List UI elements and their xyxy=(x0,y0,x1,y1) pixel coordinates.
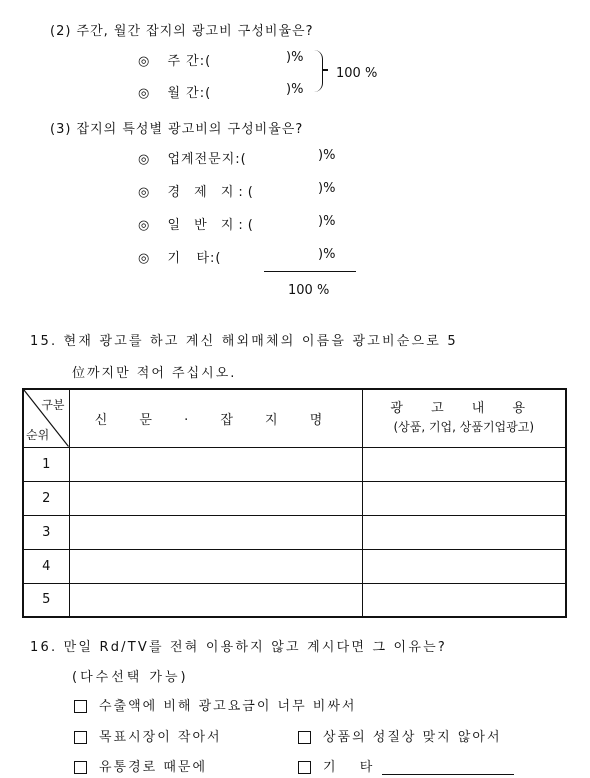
table-row xyxy=(23,549,566,583)
media-table xyxy=(22,388,567,618)
option-other[interactable] xyxy=(298,756,514,775)
checkbox-icon[interactable] xyxy=(74,700,87,713)
option-label: 목표시장이 작아서 xyxy=(99,730,222,745)
ad-content-cell[interactable] xyxy=(362,447,566,481)
col-ad-content-title: 광 고 내 용 xyxy=(390,401,538,417)
table-row xyxy=(23,447,566,481)
media-name-cell[interactable] xyxy=(69,515,362,549)
q2-row-monthly xyxy=(138,82,211,101)
q3-row-industry xyxy=(138,148,247,167)
checkbox-icon[interactable] xyxy=(74,761,87,774)
q15-line2: 位까지만 적어 주십시오. xyxy=(72,366,237,381)
bullet-icon: ◎ xyxy=(138,86,151,101)
q2-row-weekly xyxy=(138,50,211,69)
q3-row-other xyxy=(138,247,221,266)
option-label: 상품의 성질상 맞지 않아서 xyxy=(323,730,502,745)
rank-cell: 5 xyxy=(23,583,69,617)
media-name-cell[interactable] xyxy=(69,481,362,515)
option-expensive[interactable] xyxy=(74,695,356,714)
corner-bottom-label: 순위 xyxy=(26,428,50,442)
q15-line1: 15. 현재 광고를 하고 계신 해외매체의 이름을 광고비순으로 5 xyxy=(30,334,458,349)
q3-other-input[interactable]: )% xyxy=(318,247,336,262)
bullet-icon: ◎ xyxy=(138,185,151,200)
bullet-icon: ◎ xyxy=(138,152,151,167)
q3-row-general xyxy=(138,214,258,233)
q3-industry-input[interactable]: )% xyxy=(318,148,336,163)
q16-line2: (다수선택 가능) xyxy=(72,670,189,685)
table-row xyxy=(23,583,566,617)
rank-cell: 4 xyxy=(23,549,69,583)
q3-economy-input[interactable]: )% xyxy=(318,181,336,196)
q2-monthly-input[interactable]: )% xyxy=(286,82,304,97)
table-row xyxy=(23,481,566,515)
q3-general-input[interactable]: )% xyxy=(318,214,336,229)
q2-total: 100 % xyxy=(336,66,378,81)
media-name-cell[interactable] xyxy=(69,447,362,481)
media-name-cell[interactable] xyxy=(69,549,362,583)
option-label: 기 타 xyxy=(323,760,383,775)
q3-label: (3) 잡지의 특성별 광고비의 구성비율은? xyxy=(50,122,304,137)
rank-cell: 3 xyxy=(23,515,69,549)
checkbox-icon[interactable] xyxy=(74,731,87,744)
q3-general-label: 일 반 지:( xyxy=(167,218,258,233)
rank-cell: 2 xyxy=(23,481,69,515)
checkbox-icon[interactable] xyxy=(298,731,311,744)
ad-content-cell[interactable] xyxy=(362,481,566,515)
option-product-nature[interactable] xyxy=(298,726,502,745)
rank-cell: 1 xyxy=(23,447,69,481)
q2-weekly-label: 주 간:( xyxy=(167,54,212,69)
q2-monthly-label: 월 간:( xyxy=(167,86,212,101)
q3-economy-label: 경 제 지:( xyxy=(167,185,258,200)
corner-cell xyxy=(23,389,69,447)
table-header-row xyxy=(23,389,566,447)
q3-total: 100 % xyxy=(288,283,330,298)
q3-row-economy xyxy=(138,181,258,200)
option-distribution[interactable] xyxy=(74,756,207,775)
col-ad-content xyxy=(362,389,566,447)
option-small-market[interactable] xyxy=(74,726,222,745)
brace-icon xyxy=(314,50,323,92)
ad-content-cell[interactable] xyxy=(362,515,566,549)
q3-other-label: 기 타:( xyxy=(167,251,222,266)
bullet-icon: ◎ xyxy=(138,218,151,233)
option-label: 유통경로 때문에 xyxy=(99,760,208,775)
media-name-cell[interactable] xyxy=(69,583,362,617)
corner-top-label: 구분 xyxy=(41,398,65,412)
ad-content-cell[interactable] xyxy=(362,549,566,583)
q2-weekly-input[interactable]: )% xyxy=(286,50,304,65)
q16-line1: 16. 만일 Rd/TV를 전혀 이용하지 않고 계시다면 그 이유는? xyxy=(30,640,447,655)
table-row xyxy=(23,515,566,549)
col-media-name: 신 문 · 잡 지 명 xyxy=(69,389,362,447)
q3-industry-label: 업계전문지:( xyxy=(167,152,247,167)
option-label: 수출액에 비해 광고요금이 너무 비싸서 xyxy=(99,699,357,714)
bullet-icon: ◎ xyxy=(138,251,151,266)
sum-divider xyxy=(264,271,356,272)
bullet-icon: ◎ xyxy=(138,54,151,69)
q2-label: (2) 주간, 월간 잡지의 광고비 구성비율은? xyxy=(50,24,314,39)
ad-content-cell[interactable] xyxy=(362,583,566,617)
other-reason-field[interactable] xyxy=(382,762,514,775)
col-ad-content-sub: (상품, 기업, 상품기업광고) xyxy=(393,420,535,435)
checkbox-icon[interactable] xyxy=(298,761,311,774)
